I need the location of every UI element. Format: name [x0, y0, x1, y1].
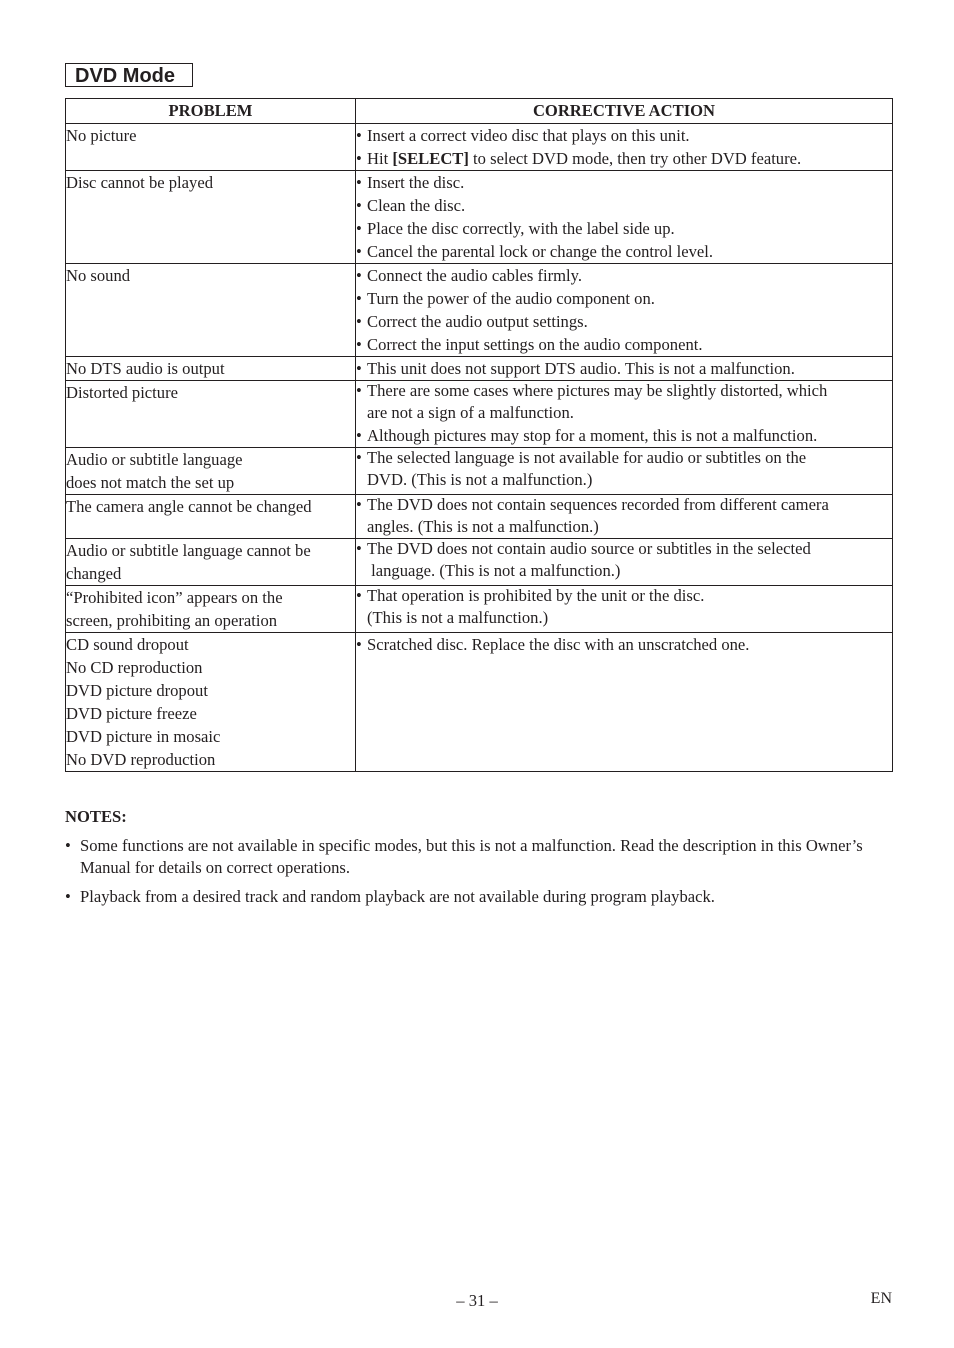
action-text: • The DVD does not contain audio source or subtitles in the selected [356, 539, 892, 559]
corrective-action-cell [356, 586, 893, 633]
corrective-action-cell [356, 124, 893, 171]
problem-cell [66, 495, 356, 539]
corrective-action-cell [356, 264, 893, 357]
corrective-action-cell [356, 171, 893, 264]
problem-text: No sound [66, 266, 131, 285]
action-text: • The DVD does not contain sequences recorded from different camera [356, 495, 892, 515]
action-item [356, 147, 892, 170]
section-title: DVD Mode [65, 63, 193, 87]
problem-text: DVD picture freeze [66, 704, 197, 723]
corrective-action-cell [356, 448, 893, 495]
table-row [66, 495, 893, 539]
problem-cell [66, 171, 356, 264]
problem-text: No CD reproduction [66, 658, 203, 677]
action-text: • Insert the disc. [356, 171, 892, 194]
action-text: • That operation is prohibited by the unit or the disc. [356, 586, 892, 606]
problem-cell [66, 633, 356, 772]
table-row [66, 264, 893, 357]
note-item: • Some functions are not available in specific modes, but this is not a malfunction. Read the description in this Owner’s Manual for details on correct operations. [65, 835, 875, 879]
action-text: • Connect the audio cables firmly. [356, 264, 892, 287]
problem-text: No picture [66, 126, 137, 145]
problem-text: Disc cannot be played [66, 173, 213, 192]
action-text-continued: language. (This is not a malfunction.) [367, 561, 621, 580]
table-row [66, 381, 893, 448]
problem-text: Distorted picture [66, 383, 178, 402]
action-text: • Clean the disc. [356, 194, 892, 217]
action-text: • There are some cases where pictures may be slightly distorted, which [356, 381, 892, 401]
corrective-action-cell [356, 633, 893, 772]
action-text: • This unit does not support DTS audio. This is not a malfunction. [356, 357, 892, 380]
action-text: Hit [367, 149, 393, 168]
action-text: • Cancel the parental lock or change the control level. [356, 240, 892, 263]
problem-cell [66, 586, 356, 633]
problem-text: Audio or subtitle language cannot be [66, 541, 311, 560]
problem-text: DVD picture dropout [66, 681, 208, 700]
problem-text: No DTS audio is output [66, 359, 225, 378]
select-button-label: [SELECT] [392, 149, 469, 168]
problem-cell [66, 539, 356, 586]
action-text-continued: (This is not a malfunction.) [367, 608, 549, 627]
action-text: to select DVD mode, then try other DVD feature. [468, 149, 802, 168]
problem-text: screen, prohibiting an operation [66, 611, 278, 630]
table-row [66, 357, 893, 381]
problem-cell [66, 264, 356, 357]
header-corrective-action: CORRECTIVE ACTION [356, 99, 893, 124]
problem-text: No DVD reproduction [66, 750, 216, 769]
action-text-continued: angles. (This is not a malfunction.) [367, 517, 599, 536]
action-text: • The selected language is not available for audio or subtitles on the [356, 448, 892, 468]
problem-cell [66, 124, 356, 171]
action-text: • Although pictures may stop for a moment, this is not a malfunction. [356, 424, 892, 447]
problem-text: DVD picture in mosaic [66, 727, 221, 746]
problem-cell [66, 448, 356, 495]
table-header-row [66, 99, 893, 124]
problem-text: Audio or subtitle language [66, 450, 243, 469]
action-text: • Place the disc correctly, with the label side up. [356, 217, 892, 240]
notes-title: NOTES: [65, 807, 127, 826]
corrective-action-cell [356, 357, 893, 381]
action-text: • Correct the audio output settings. [356, 310, 892, 333]
notes-section [65, 806, 875, 915]
table-row [66, 124, 893, 171]
action-text: • Insert a correct video disc that plays on this unit. [356, 124, 892, 147]
problem-cell [66, 357, 356, 381]
problem-text: changed [66, 564, 122, 583]
corrective-action-cell [356, 495, 893, 539]
troubleshooting-table [65, 98, 893, 772]
table-row [66, 539, 893, 586]
table-row [66, 171, 893, 264]
table-row [66, 633, 893, 772]
note-item: • Playback from a desired track and random playback are not available during program playback. [65, 886, 875, 908]
problem-cell [66, 381, 356, 448]
action-text: • Correct the input settings on the audio component. [356, 333, 892, 356]
table-row [66, 586, 893, 633]
page-number: – 31 – [456, 1291, 498, 1310]
action-text-continued: DVD. (This is not a malfunction.) [367, 470, 593, 489]
action-text-continued: are not a sign of a malfunction. [367, 403, 574, 422]
action-text: • Scratched disc. Replace the disc with an unscratched one. [356, 633, 892, 656]
corrective-action-cell [356, 381, 893, 448]
action-text: • Turn the power of the audio component on. [356, 287, 892, 310]
table-body [66, 124, 893, 772]
problem-text: CD sound dropout [66, 635, 189, 654]
corrective-action-cell [356, 539, 893, 586]
header-problem: PROBLEM [66, 99, 356, 124]
problem-text: “Prohibited icon” appears on the [66, 588, 283, 607]
problem-text: does not match the set up [66, 473, 235, 492]
language-code: EN [870, 1290, 892, 1307]
table-row [66, 448, 893, 495]
problem-text: The camera angle cannot be changed [66, 497, 312, 516]
